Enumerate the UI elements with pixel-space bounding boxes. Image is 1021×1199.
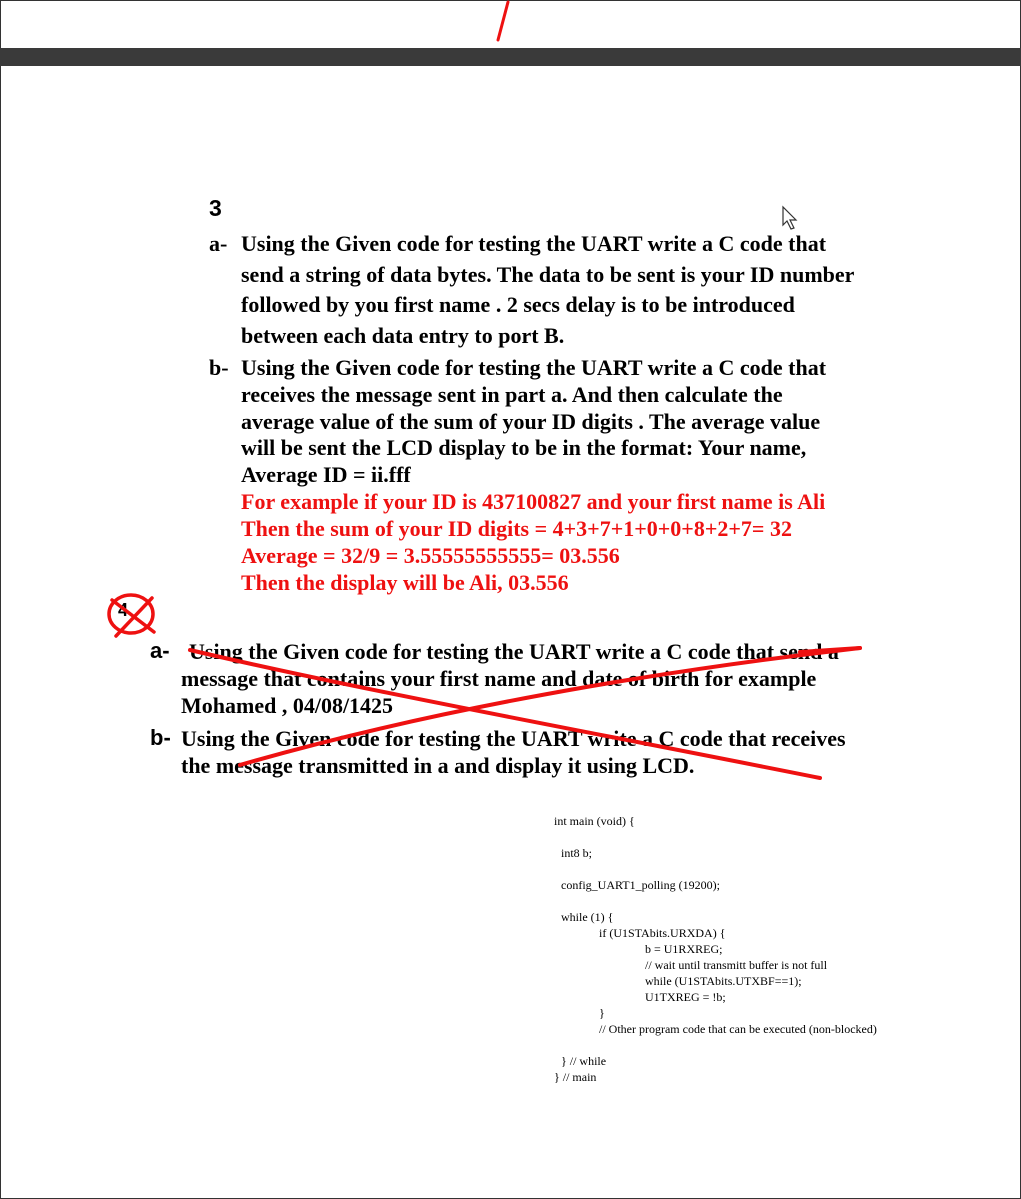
question-4-number: 4 [118, 600, 129, 620]
q3a-marker: a- [209, 231, 228, 256]
q4b-line: the message transmitted in a and display it using LCD. [181, 753, 695, 778]
code-line: int8 b; [561, 846, 593, 860]
q3b-example-line: Then the display will be Ali, 03.556 [241, 570, 569, 595]
code-line: // Other program code that can be executed (non-blocked) [599, 1022, 877, 1036]
code-line: config_UART1_polling (19200); [561, 878, 720, 892]
q4b-line: Using the Given code for testing the UART write a C code that receives [181, 726, 846, 751]
code-line: } [599, 1006, 605, 1020]
q3b-example-line: For example if your ID is 437100827 and your first name is Ali [241, 489, 826, 514]
q4a-line: Mohamed , 04/08/1425 [181, 693, 394, 718]
q3b-line: Average ID = ii.fff [241, 462, 411, 487]
code-line: U1TXREG = !b; [645, 990, 726, 1004]
q3a-line: send a string of data bytes. The data to be sent is your ID number [241, 262, 855, 287]
q3b-example-line: Then the sum of your ID digits = 4+3+7+1+0+0+8+2+7= 32 [241, 516, 792, 541]
question-3-number: 3 [209, 195, 222, 221]
q3b-marker: b- [209, 355, 229, 380]
code-line: while (1) { [561, 910, 614, 924]
q3b-line: will be sent the LCD display to be in the format: Your name, [241, 435, 807, 460]
q3b-example-line: Average = 32/9 = 3.55555555555= 03.556 [241, 543, 620, 568]
q4a-marker: a- [150, 638, 170, 663]
code-line: } // main [554, 1070, 597, 1084]
code-line: } // while [561, 1054, 607, 1068]
q3b-line: receives the message sent in part a. And then calculate the [241, 382, 783, 407]
window-top-bar [0, 48, 1021, 66]
q3b-line: Using the Given code for testing the UART write a C code that [241, 355, 827, 380]
code-line: b = U1RXREG; [645, 942, 723, 956]
code-line: while (U1STAbits.UTXBF==1); [645, 974, 802, 988]
code-line: // wait until transmitt buffer is not full [645, 958, 828, 972]
q3a-line: between each data entry to port B. [241, 323, 565, 348]
code-line: int main (void) { [554, 814, 635, 828]
q4b-marker: b- [150, 725, 171, 750]
q3a-line: followed by you first name . 2 secs delay is to be introduced [241, 292, 795, 317]
code-line: if (U1STAbits.URXDA) { [599, 926, 726, 940]
q3a-line: Using the Given code for testing the UART write a C code that [241, 231, 827, 256]
q3b-line: average value of the sum of your ID digits . The average value [241, 409, 821, 434]
q4a-line: message that contains your first name and date of birth for example [181, 666, 817, 691]
q4a-line: Using the Given code for testing the UART write a C code that send a [189, 639, 839, 664]
